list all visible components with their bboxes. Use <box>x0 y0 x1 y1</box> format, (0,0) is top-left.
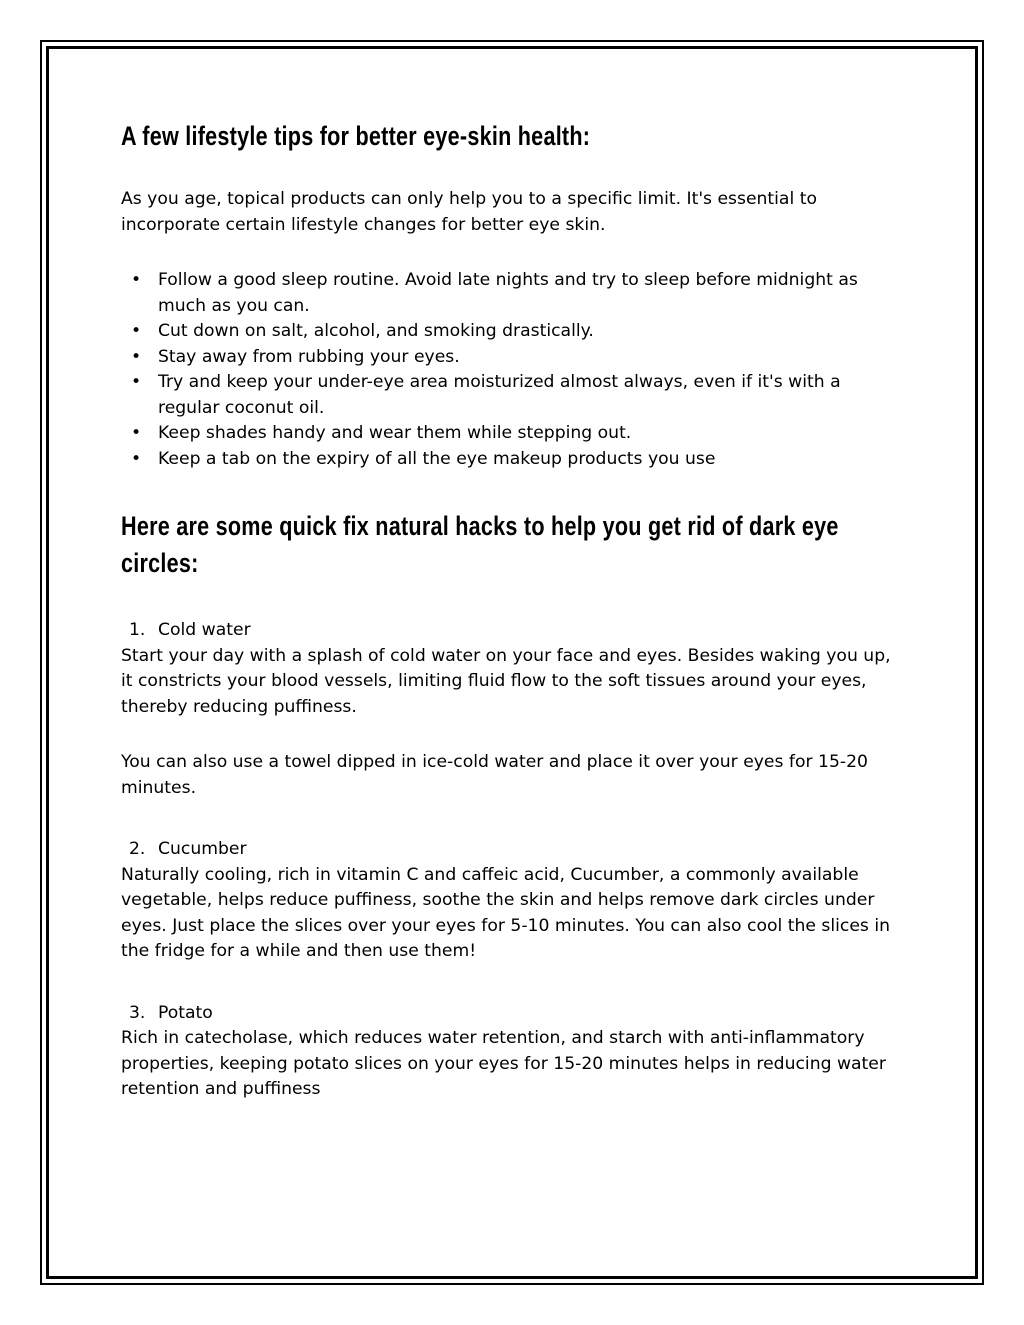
tip-text: Keep shades handy and wear them while stepping out. <box>158 423 632 443</box>
list-item <box>121 447 901 473</box>
hack-potato <box>121 1001 901 1103</box>
hack-number: 3. <box>129 1002 146 1023</box>
hack-title-text: Cucumber <box>158 839 247 859</box>
bullet-icon: • <box>131 270 142 290</box>
list-item <box>121 345 901 371</box>
hack-body: Naturally cooling, rich in vitamin C and caffeic acid, Cucumber, a commonly available vegetable, helps reduce puffiness, soothe the skin and helps remove dark circles under eyes. Just place the slices over your eyes for 5-10 minutes. You can also cool the slices in the fridge for a while and then use them! <box>121 864 891 961</box>
hack-body: Rich in catecholase, which reduces water retention, and starch with anti-inflammatory properties, keeping potato slices on your eyes for 15-20 minutes helps in reducing water retention and puffiness <box>121 1028 886 1099</box>
hack-cold-water <box>121 618 901 801</box>
hack-number: 1. <box>129 620 146 640</box>
hack-body: Start your day with a splash of cold water on your face and eyes. Besides waking you up, it constricts your blood vessels, limiting fluid flow to the soft tissues around your eyes, thereby reducing puffiness. <box>121 645 891 717</box>
tip-text: Keep a tab on the expiry of all the eye makeup products you use <box>158 448 716 469</box>
hack-title <box>121 837 901 863</box>
natural-hacks-heading: Here are some quick fix natural hacks to help you get rid of dark eye circles: <box>121 511 839 578</box>
document-body <box>121 114 901 1103</box>
hack-title-text: Potato <box>158 1002 213 1023</box>
bullet-icon: • <box>131 321 142 341</box>
lifestyle-tips-list <box>121 268 901 472</box>
tip-text: Follow a good sleep routine. Avoid late nights and try to sleep before midnight as much as you can. <box>158 270 858 316</box>
tip-text: Try and keep your under-eye area moisturized almost always, even if it's with a regular coconut oil. <box>158 372 841 418</box>
lifestyle-intro-paragraph: As you age, topical products can only help you to a specific limit. It's essential to incorporate certain lifestyle changes for better eye skin. <box>121 189 817 235</box>
bullet-icon: • <box>131 423 142 443</box>
hack-title <box>121 618 901 644</box>
list-item <box>121 268 901 319</box>
bullet-icon: • <box>131 346 142 367</box>
bullet-icon: • <box>131 448 142 469</box>
tip-text: Stay away from rubbing your eyes. <box>158 346 460 367</box>
hack-extra-paragraph: You can also use a towel dipped in ice-cold water and place it over your eyes for 15-20 minutes. <box>121 752 868 798</box>
list-item <box>121 319 901 345</box>
tip-text: Cut down on salt, alcohol, and smoking drastically. <box>158 321 594 341</box>
hack-title <box>121 1001 901 1027</box>
hack-title-text: Cold water <box>158 620 251 640</box>
hack-number: 2. <box>129 839 146 859</box>
list-item <box>121 421 901 447</box>
list-item <box>121 370 901 421</box>
lifestyle-tips-heading: A few lifestyle tips for better eye-skin health: <box>121 121 591 151</box>
bullet-icon: • <box>131 372 142 392</box>
hack-cucumber <box>121 837 901 965</box>
